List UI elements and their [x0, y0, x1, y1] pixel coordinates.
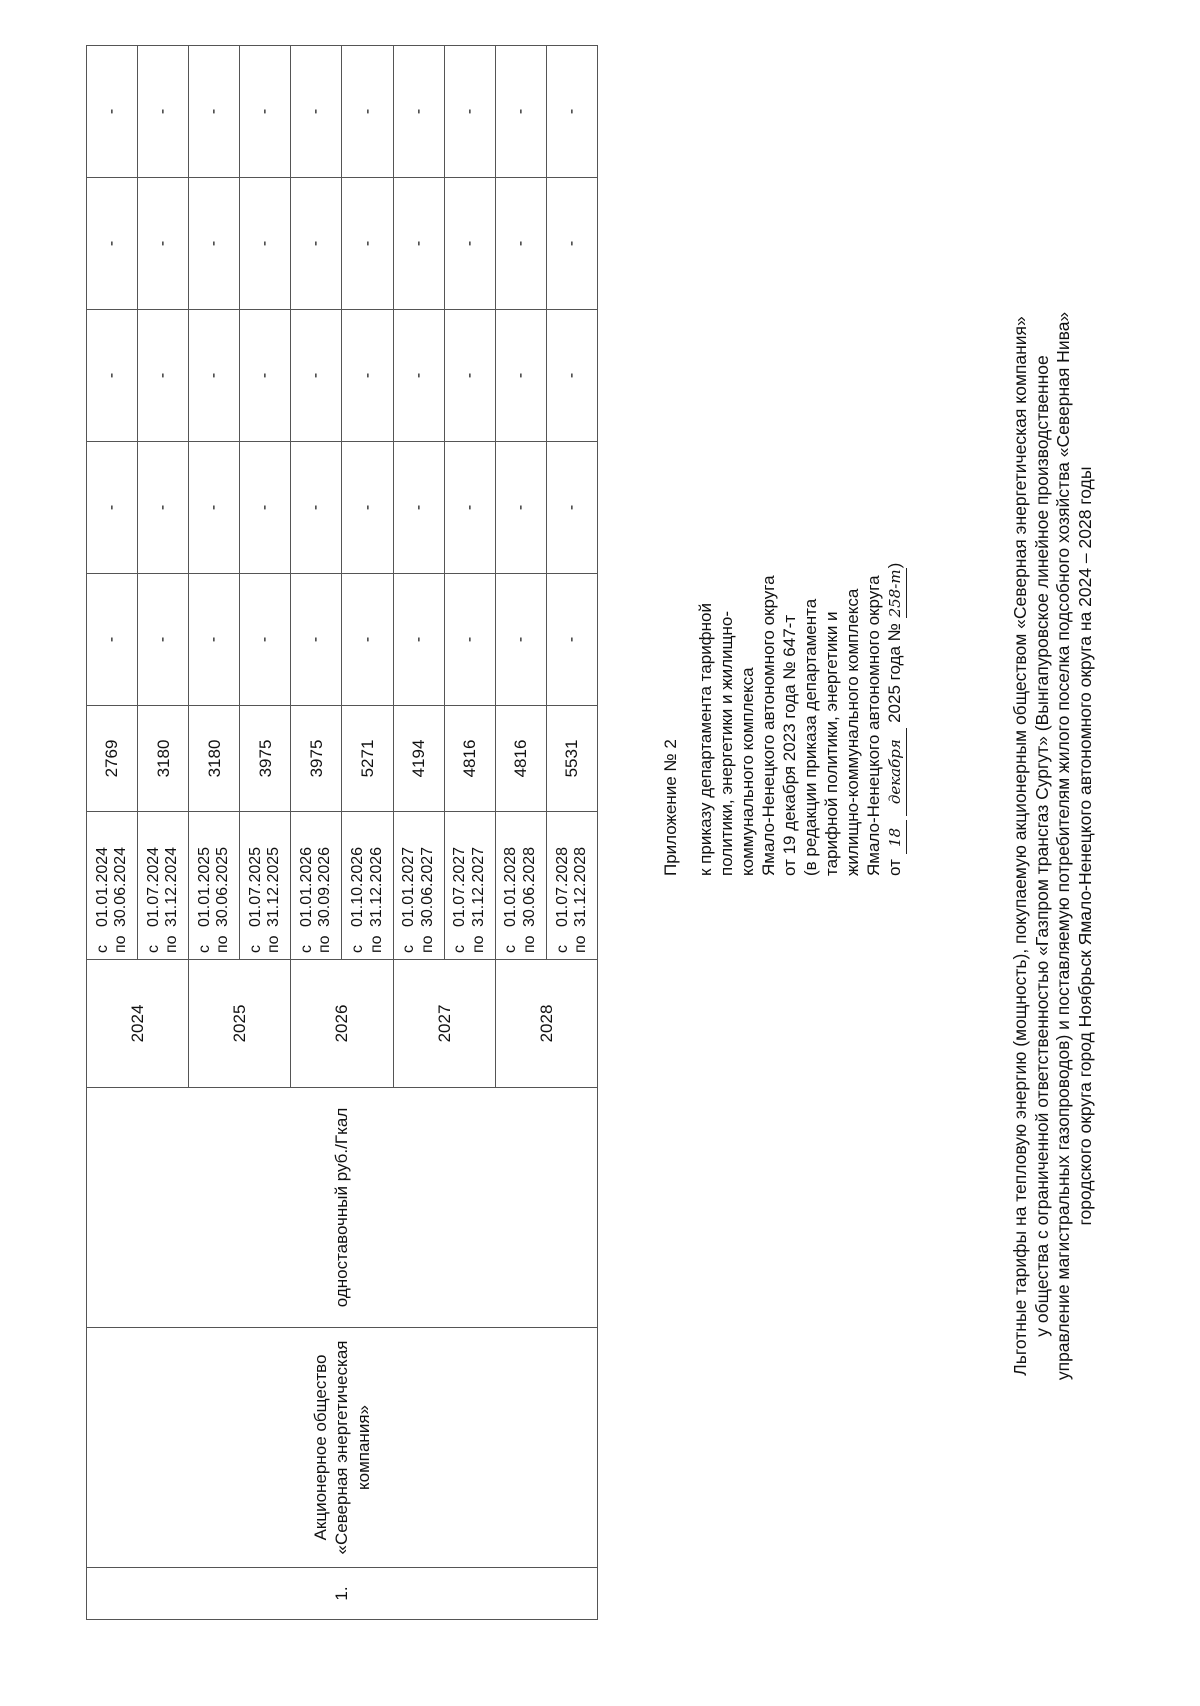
empty-value-cell: - — [444, 178, 495, 310]
tariff-value-cell: 5271 — [342, 706, 393, 812]
handwritten-order-number: 258-т — [885, 568, 907, 618]
year-cell: 2024 — [87, 960, 189, 1088]
period-to — [265, 812, 283, 953]
date-middle: 2025 года № — [885, 623, 904, 723]
period-from-date: 01.01.2027 — [400, 846, 418, 927]
empty-value-cell: - — [393, 442, 444, 574]
empty-value-cell: - — [444, 442, 495, 574]
empty-value-cell: - — [546, 46, 597, 178]
period-from — [145, 812, 163, 953]
period-to-word: по — [265, 935, 283, 953]
period-to-word: по — [367, 935, 385, 953]
year-cell: 2026 — [291, 960, 393, 1088]
empty-value-cell: - — [240, 442, 291, 574]
period-cell — [138, 812, 189, 960]
period-from-word: с — [93, 945, 111, 953]
period-from — [247, 812, 265, 953]
empty-value-cell: - — [342, 442, 393, 574]
period-from-date: 01.07.2025 — [246, 846, 264, 927]
period-to-date: 31.12.2027 — [469, 846, 487, 927]
empty-value-cell: - — [444, 574, 495, 706]
appendix-line: коммунального комплекса — [738, 667, 757, 876]
period-cell — [87, 812, 138, 960]
empty-value-cell: - — [495, 442, 546, 574]
empty-value-cell: - — [342, 310, 393, 442]
appendix-line: жилищно-коммунального комплекса — [843, 588, 862, 876]
period-from-word: с — [349, 945, 367, 953]
period-to-word: по — [316, 935, 334, 953]
period-to — [572, 812, 590, 953]
empty-value-cell: - — [444, 46, 495, 178]
year-cell: 2028 — [495, 960, 597, 1088]
tariff-value-cell: 4816 — [495, 706, 546, 812]
empty-value-cell: - — [342, 46, 393, 178]
appendix-line: (в редакции приказа департамента — [801, 598, 820, 876]
appendix-line: к приказу департамента тарифной — [696, 602, 715, 876]
period-from-word: с — [553, 945, 571, 953]
appendix-line: Ямало-Ненецкого автономного округа — [759, 575, 778, 876]
empty-value-cell: - — [291, 574, 342, 706]
empty-value-cell: - — [393, 310, 444, 442]
empty-value-cell: - — [291, 310, 342, 442]
appendix-line: от 19 декабря 2023 года № 647-т — [780, 614, 799, 876]
period-to-date: 30.06.2025 — [214, 846, 232, 927]
empty-value-cell: - — [138, 178, 189, 310]
period-from-word: с — [298, 945, 316, 953]
title-line: у общества с ограниченной ответственностью «Газпром трансгаз Сургут» (Вынгапуровское линейное производственное — [1031, 355, 1052, 1337]
empty-value-cell: - — [495, 178, 546, 310]
empty-value-cell: - — [189, 178, 240, 310]
period-from-date: 01.07.2028 — [553, 846, 571, 927]
empty-value-cell: - — [240, 310, 291, 442]
empty-value-cell: - — [189, 442, 240, 574]
period-to-date: 30.06.2028 — [520, 846, 538, 927]
organization-cell: Акционерное общество «Северная энергетическая компания» — [87, 1328, 598, 1568]
period-from-date: 01.01.2028 — [502, 846, 520, 927]
empty-value-cell: - — [444, 310, 495, 442]
period-to-word: по — [112, 935, 130, 953]
period-to-date: 30.06.2027 — [418, 846, 436, 927]
empty-value-cell: - — [87, 310, 138, 442]
empty-value-cell: - — [291, 442, 342, 574]
title-line: Льготные тарифы на тепловую энергию (мощность), покупаемую акционерным обществом «Северная энергетическая компания» — [1010, 316, 1030, 1376]
period-from-word: с — [502, 945, 520, 953]
period-cell — [291, 812, 342, 960]
handwritten-day: 18 — [885, 820, 907, 854]
period-from-word: с — [195, 945, 213, 953]
period-from — [502, 812, 520, 953]
period-to-word: по — [214, 935, 232, 953]
date-suffix: ) — [885, 562, 904, 569]
tariff-value-cell: 3180 — [189, 706, 240, 812]
appendix-line: Ямало-Ненецкого автономного округа — [864, 575, 883, 876]
empty-value-cell: - — [495, 46, 546, 178]
period-to-date: 31.12.2028 — [571, 846, 589, 927]
appendix-date-line — [884, 76, 907, 876]
empty-value-cell: - — [87, 442, 138, 574]
period-from — [349, 812, 367, 953]
tariff-value-cell: 3975 — [291, 706, 342, 812]
period-to-date: 30.06.2024 — [112, 846, 130, 927]
empty-value-cell: - — [546, 442, 597, 574]
empty-value-cell: - — [189, 574, 240, 706]
period-from-date: 01.01.2025 — [195, 846, 213, 927]
period-from — [400, 812, 418, 953]
empty-value-cell: - — [342, 178, 393, 310]
handwritten-month: декабря — [885, 728, 907, 816]
tariff-table — [86, 45, 598, 1620]
date-prefix: от — [885, 859, 904, 876]
empty-value-cell: - — [189, 46, 240, 178]
empty-value-cell: - — [240, 574, 291, 706]
period-cell — [342, 812, 393, 960]
empty-value-cell: - — [138, 310, 189, 442]
period-from — [554, 812, 572, 953]
year-cell: 2025 — [189, 960, 291, 1088]
period-from-word: с — [451, 945, 469, 953]
period-to-date: 31.12.2026 — [367, 846, 385, 927]
period-to — [521, 812, 539, 953]
period-from-word: с — [144, 945, 162, 953]
period-from — [196, 812, 214, 953]
empty-value-cell: - — [342, 574, 393, 706]
empty-value-cell: - — [138, 574, 189, 706]
empty-value-cell: - — [546, 178, 597, 310]
empty-value-cell: - — [138, 442, 189, 574]
empty-value-cell: - — [495, 310, 546, 442]
period-cell — [189, 812, 240, 960]
empty-value-cell: - — [189, 310, 240, 442]
period-to-word: по — [469, 935, 487, 953]
empty-value-cell: - — [138, 46, 189, 178]
period-cell — [495, 812, 546, 960]
title-line: городского округа город Ноябрьск Ямало-Ненецкого автономного округа на 2024 – 2028 годы — [1074, 466, 1095, 1226]
period-to-word: по — [163, 935, 181, 953]
empty-value-cell: - — [393, 46, 444, 178]
period-from-date: 01.10.2026 — [349, 846, 367, 927]
period-to — [112, 812, 130, 953]
tariff-value-cell: 4194 — [393, 706, 444, 812]
appendix-header — [660, 76, 907, 876]
period-from — [451, 812, 469, 953]
period-from — [298, 812, 316, 953]
period-to — [419, 812, 437, 953]
tariff-value-cell: 3180 — [138, 706, 189, 812]
tariff-value-cell: 3975 — [240, 706, 291, 812]
appendix-title: Приложение № 2 — [661, 739, 680, 876]
period-cell — [444, 812, 495, 960]
empty-value-cell: - — [87, 178, 138, 310]
unit-cell: одноставочный руб./Гкал — [87, 1088, 598, 1328]
period-to-date: 31.12.2025 — [265, 846, 283, 927]
empty-value-cell: - — [87, 46, 138, 178]
empty-value-cell: - — [546, 574, 597, 706]
period-cell — [393, 812, 444, 960]
year-cell: 2027 — [393, 960, 495, 1088]
period-from-date: 01.07.2027 — [451, 846, 469, 927]
empty-value-cell: - — [291, 178, 342, 310]
period-to-date: 30.09.2026 — [316, 846, 334, 927]
period-cell — [546, 812, 597, 960]
empty-value-cell: - — [87, 574, 138, 706]
period-to-word: по — [418, 935, 436, 953]
tariff-value-cell: 5531 — [546, 706, 597, 812]
empty-value-cell: - — [546, 310, 597, 442]
document-title — [1010, 46, 1096, 1646]
period-cell — [240, 812, 291, 960]
title-line: управление магистральных газопроводов) и поставляемую потребителям жилого поселка подсобного хозяйства «Северная Нива» — [1053, 311, 1073, 1381]
period-to — [316, 812, 334, 953]
period-from-date: 01.01.2026 — [298, 846, 316, 927]
table-row — [87, 46, 138, 1620]
empty-value-cell: - — [393, 574, 444, 706]
period-from-word: с — [400, 945, 418, 953]
period-from-date: 01.07.2024 — [144, 846, 162, 927]
period-to — [368, 812, 386, 953]
empty-value-cell: - — [291, 46, 342, 178]
tariff-value-cell: 4816 — [444, 706, 495, 812]
empty-value-cell: - — [240, 46, 291, 178]
appendix-line: тарифной политики, энергетики и — [822, 611, 841, 876]
period-to — [214, 812, 232, 953]
empty-value-cell: - — [393, 178, 444, 310]
period-to — [470, 812, 488, 953]
period-to-date: 31.12.2024 — [163, 846, 181, 927]
row-number-cell: 1. — [87, 1568, 598, 1620]
tariff-value-cell: 2769 — [87, 706, 138, 812]
period-from-word: с — [246, 945, 264, 953]
period-to-word: по — [571, 935, 589, 953]
empty-value-cell: - — [495, 574, 546, 706]
period-to-word: по — [520, 935, 538, 953]
appendix-line: политики, энергетики и жилищно- — [717, 611, 736, 876]
period-from — [94, 812, 112, 953]
period-from-date: 01.01.2024 — [93, 846, 111, 927]
period-to — [163, 812, 181, 953]
empty-value-cell: - — [240, 178, 291, 310]
